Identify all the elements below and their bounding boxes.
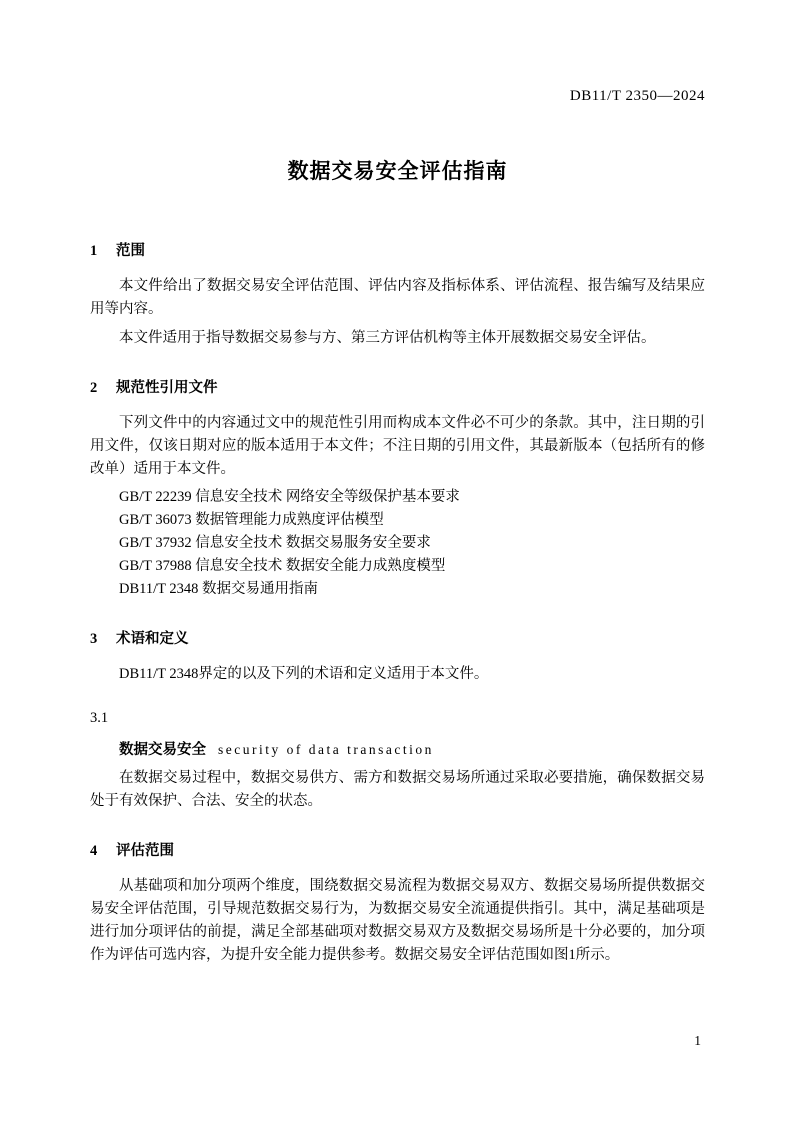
term-name-zh: 数据交易安全: [119, 741, 206, 758]
section-normative-references: [90, 376, 705, 601]
section-assessment-scope: [90, 839, 705, 967]
term-number: 3.1: [90, 709, 109, 726]
standard-number: DB11/T 2350—2024: [569, 88, 705, 104]
section-2-paragraph-1: 下列文件中的内容通过文中的规范性引用而构成本文件必不可少的条款。其中，注日期的引用文件，仅该日期对应的版本适用于本文件；不注日期的引用文件，其最新版本（包括所有的修改单）适用于本文件。: [90, 414, 705, 477]
section-2-heading: [90, 376, 705, 397]
section-4-paragraph-1: 从基础项和加分项两个维度，围绕数据交易流程为数据交易双方、数据交易场所提供数据交易安全评估范围，引导规范数据交易行为，为数据交易安全流通提供指引。其中，满足基础项是进行加分项评估的前提，满足全部基础项对数据交易双方及数据交易场所是十分必要的，加分项作为评估可选内容，为提升安全能力提供参考。数据交易安全评估范围如图1所示。: [90, 878, 705, 963]
section-3-heading: [90, 627, 705, 648]
reference-item-2: GB/T 36073 数据管理能力成熟度评估模型: [119, 512, 384, 529]
section-scope: [90, 239, 705, 350]
section-2-number: 2: [90, 379, 98, 396]
section-terms-definitions: [90, 627, 705, 813]
reference-item-1: GB/T 22239 信息安全技术 网络安全等级保护基本要求: [119, 489, 460, 506]
term-definition: 在数据交易过程中，数据交易供方、需方和数据交易场所通过采取必要措施，确保数据交易处于有效保护、合法、安全的状态。: [90, 770, 705, 810]
reference-item-4: GB/T 37988 信息安全技术 数据安全能力成熟度模型: [119, 558, 446, 575]
section-2-title: 规范性引用文件: [116, 379, 218, 396]
section-4-heading: [90, 839, 705, 860]
section-1-heading: [90, 239, 705, 260]
section-4-number: 4: [90, 843, 98, 860]
reference-item-5: DB11/T 2348 数据交易通用指南: [119, 581, 318, 598]
term-entry: [119, 740, 705, 762]
document-header: [90, 88, 705, 105]
section-1-paragraph-1: 本文件给出了数据交易安全评估范围、评估内容及指标体系、评估流程、报告编写及结果应用等内容。: [90, 278, 705, 317]
section-1-paragraph-2: 本文件适用于指导数据交易参与方、第三方评估机构等主体开展数据交易安全评估。: [119, 329, 656, 346]
document-title: 数据交易安全评估指南: [287, 160, 508, 183]
reference-item-3: GB/T 37932 信息安全技术 数据交易服务安全要求: [119, 535, 431, 552]
section-3-number: 3: [90, 630, 98, 647]
section-1-number: 1: [90, 243, 98, 259]
section-3-paragraph-1: DB11/T 2348界定的以及下列的术语和定义适用于本文件。: [119, 665, 489, 682]
section-3-title: 术语和定义: [116, 630, 189, 647]
section-4-title: 评估范围: [116, 843, 174, 860]
term-name-en: security of data transaction: [218, 741, 434, 757]
section-1-title: 范围: [116, 243, 145, 259]
page-number: 1: [694, 1033, 701, 1048]
